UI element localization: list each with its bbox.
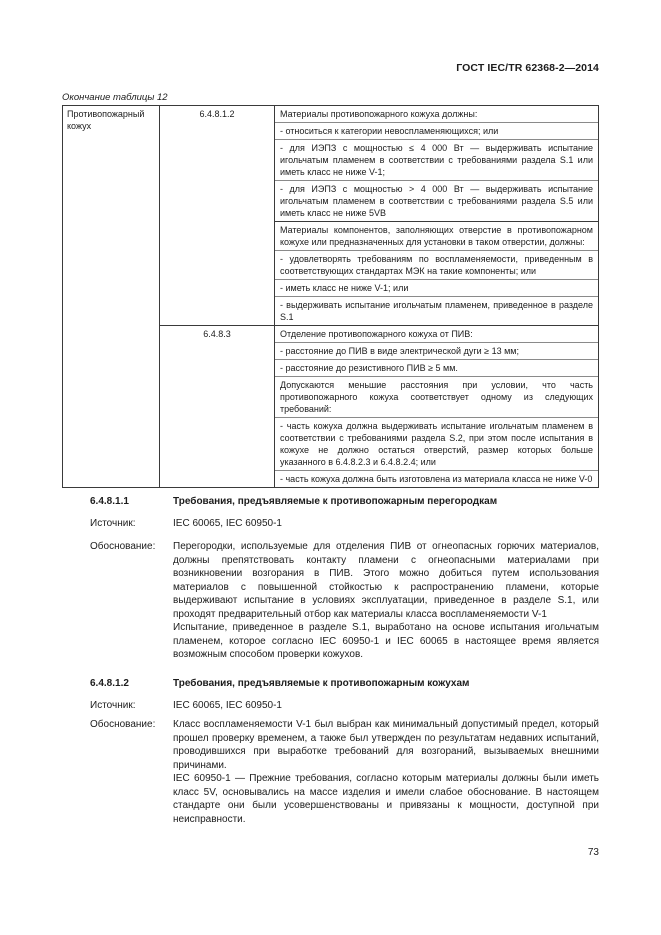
rationale-paragraph: IEC 60950-1 — Прежние требования, согласно которым материалы должны были иметь класс 5V, основывались на массе изделия и имели слабое обоснование. В настоящем стандарте они были усовершенствованы и привязаны к мощности, доступной при неисправности. — [173, 773, 599, 825]
requirement-paragraph: - для ИЭПЗ с мощностью ≤ 4 000 Вт — выдерживать испытание игольчатым пламенем в соответствии с требованиями раздела S.1 или иметь класс не ниже V-1; — [275, 140, 598, 181]
source-label: Источник: — [90, 700, 136, 711]
requirement-paragraph: - иметь класс не ниже V-1; или — [275, 280, 598, 297]
requirement-paragraph: Допускаются меньшие расстояния при условии, что часть противопожарного кожуха соответствует одному из следующих требований: — [275, 377, 598, 418]
standard-header: ГОСТ IEC/TR 62368-2—2014 — [456, 62, 599, 74]
source-value: IEC 60065, IEC 60950-1 — [173, 518, 282, 529]
rationale-paragraph: Класс воспламеняемости V-1 был выбран как минимальный допустимый предел, который прошел проверку временем, а также был утвержден по результатам недавних испытаний, проводившихся при выработке требований для возгораний, вызываемых внешними причинами. — [173, 719, 599, 771]
table-caption: Окончание таблицы 12 — [62, 92, 168, 103]
requirement-paragraph: Материалы компонентов, заполняющих отверстие в противопожарном кожухе или предназначенных для установки в таком отверстии, должны: — [275, 222, 598, 251]
source-label: Источник: — [90, 518, 136, 529]
requirement-paragraph: - выдерживать испытание игольчатым пламенем, приведенное в разделе S.1 — [280, 300, 593, 322]
requirement-paragraph: - расстояние до ПИВ в виде электрической дуги ≥ 13 мм; — [275, 343, 598, 360]
page-number: 73 — [587, 847, 599, 858]
section-number: 6.4.8.1.2 — [90, 678, 129, 689]
rationale-label: Обоснование: — [90, 541, 156, 552]
table-row — [63, 106, 599, 222]
clause-cell: 6.4.8.3 — [160, 326, 275, 488]
requirement-cell — [275, 106, 599, 222]
requirements-table — [62, 105, 599, 488]
section-title: Требования, предъявляемые к противопожарным кожухам — [173, 678, 470, 689]
rationale-text — [173, 718, 599, 826]
requirement-paragraph: - часть кожуха должна выдерживать испытание игольчатым пламенем в соответствии с требованиями раздела S.2, при этом после испытания в кожухе не должно остаться отверстий, размер которых больше указанного в 6.4.8.2.3 и 6.4.8.2.4; или — [275, 418, 598, 471]
clause-cell: 6.4.8.1.2 — [160, 106, 275, 326]
requirement-cell — [275, 222, 599, 326]
requirement-paragraph: Отделение противопожарного кожуха от ПИВ: — [275, 326, 598, 343]
rationale-paragraph: Перегородки, используемые для отделения ПИВ от огнеопасных горючих материалов, должны препятствовать контакту пламени с огнеопасными материалами при возникновении возгорания в ПИВ. Этого можно добиться путем использования материалов с повышенной стойкостью к распространению пламени, которые выдерживают испытание в условиях эксплуатации, приведенное в разделе S.1, или проходят предварительный отбор как материалы класса воспламеняемости V-1 — [173, 541, 599, 620]
requirement-paragraph: - относиться к категории невоспламеняющихся; или — [275, 123, 598, 140]
section-title: Требования, предъявляемые к противопожарным перегородкам — [173, 496, 498, 507]
rationale-label: Обоснование: — [90, 719, 156, 730]
requirement-cell — [275, 326, 599, 488]
requirement-paragraph: - удовлетворять требованиям по воспламеняемости, приведенным в соответствующих стандартах МЭК на такие компоненты; или — [275, 251, 598, 280]
component-cell: Противопожарный кожух — [63, 106, 160, 488]
rationale-text — [173, 540, 599, 662]
requirement-paragraph: - часть кожуха должна быть изготовлена из материала класса не ниже V-0 — [280, 474, 593, 484]
section-number: 6.4.8.1.1 — [90, 496, 129, 507]
source-value: IEC 60065, IEC 60950-1 — [173, 700, 282, 711]
rationale-paragraph: Испытание, приведенное в разделе S.1, выработано на основе испытания игольчатым пламенем, которое согласно IEC 60950-1 и IEC 60065 в настоящее время является возможным способом проверки кожухов. — [173, 622, 599, 660]
requirement-paragraph: - для ИЭПЗ с мощностью > 4 000 Вт — выдерживать испытание игольчатым пламенем в соответствии с требованиями раздела S.5 или иметь класс не ниже 5VB — [280, 184, 593, 218]
requirement-paragraph: Материалы противопожарного кожуха должны: — [275, 106, 598, 123]
requirement-paragraph: - расстояние до резистивного ПИВ ≥ 5 мм. — [275, 360, 598, 377]
